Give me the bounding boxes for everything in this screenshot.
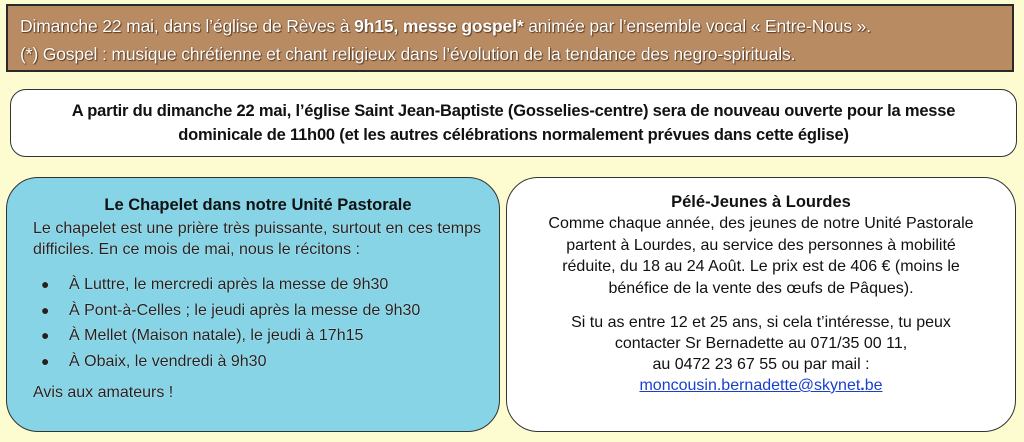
list-item	[33, 349, 481, 375]
notice-line-2: dominicale de 11h00 (et les autres célébrations normalement prévues dans cette église)	[178, 126, 849, 144]
list-item-text: À Luttre, le mercredi après la messe de 9h30	[69, 276, 389, 293]
bullet-icon: ●	[41, 327, 50, 343]
bullet-icon: ●	[41, 276, 50, 292]
email-tld: be	[864, 377, 883, 394]
bullet-icon: ●	[41, 301, 50, 318]
description-line: réduite, du 18 au 24 Août. Le prix est de 406 € (moins le	[562, 258, 960, 275]
lourdes-description	[515, 213, 1007, 299]
banner-text: animée par l’ensemble vocal « Entre-Nous ».	[523, 16, 871, 36]
banner-line-1	[20, 12, 1000, 40]
chapelet-closing: Avis aux amateurs !	[33, 384, 174, 401]
chapelet-title: Le Chapelet dans notre Unité Pastorale	[104, 196, 412, 214]
list-item-text: À Mellet (Maison natale), le jeudi à 17h15	[69, 327, 364, 344]
chapelet-card	[6, 177, 500, 432]
list-item	[33, 272, 481, 298]
contact-line: contacter Sr Bernadette au 071/35 00 11,	[614, 335, 908, 352]
gospel-banner	[6, 4, 1014, 72]
description-line: bénéfice de la vente des œufs de Pâques).	[608, 279, 914, 297]
description-line: partent à Lourdes, au service des personnes à mobilité	[566, 236, 956, 254]
list-item	[33, 298, 481, 324]
lourdes-card	[506, 177, 1016, 432]
list-item	[33, 323, 481, 349]
email-user: moncousin.bernadette@skynet	[639, 377, 861, 394]
lourdes-contact	[515, 312, 1007, 396]
lourdes-title: Pélé-Jeunes à Lourdes	[671, 193, 851, 211]
contact-line: Si tu as entre 12 et 25 ans, si cela t’intéresse, tu peux	[571, 314, 951, 331]
notice-line-1: A partir du dimanche 22 mai, l’église Saint Jean-Baptiste (Gosselies-centre) sera de nouveau ouverte pour la messe	[71, 102, 956, 120]
chapelet-intro: Le chapelet est une prière très puissante, surtout en ces temps difficiles. En ce mois de mai, nous le récitons :	[33, 220, 481, 258]
banner-text: Dimanche 22 mai, dans l’église de Rèves à	[20, 16, 355, 36]
list-item-text: À Pont-à-Celles ; le jeudi après la messe de 9h30	[69, 301, 421, 319]
description-line: Comme chaque année, des jeunes de notre Unité Pastorale	[548, 215, 974, 232]
list-item-text: À Obaix, le vendredi à 9h30	[69, 352, 267, 370]
reopening-notice	[10, 89, 1017, 157]
banner-highlight: 9h15, messe gospel*	[354, 16, 524, 36]
bullet-icon: ●	[41, 352, 50, 369]
email-dot: .	[860, 377, 865, 394]
contact-line: au 0472 23 67 55 ou par mail :	[652, 356, 870, 373]
banner-line-2: (*) Gospel : musique chrétienne et chant religieux dans l’évolution de la tendance des negro-spirituals.	[20, 44, 796, 64]
chapelet-schedule-list	[33, 272, 481, 374]
email-link[interactable]	[639, 377, 882, 394]
